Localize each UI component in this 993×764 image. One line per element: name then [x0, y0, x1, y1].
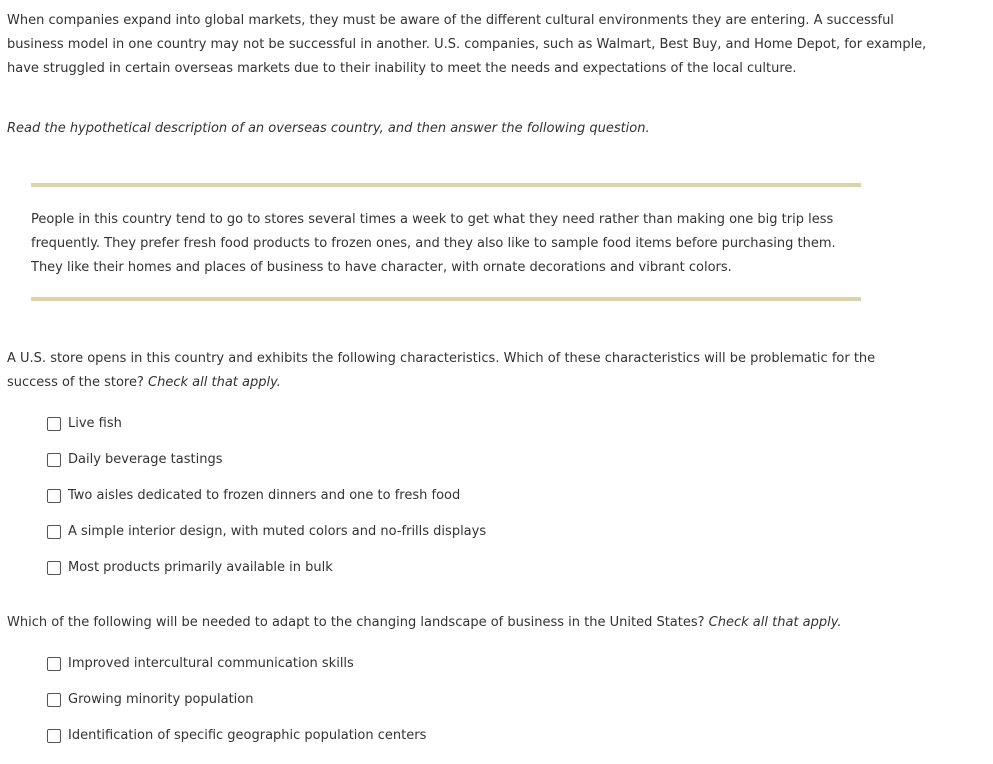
question-2-prompt — [7, 611, 917, 635]
checkbox[interactable] — [47, 489, 61, 503]
q2-option-minority-population[interactable] — [47, 689, 426, 725]
checkbox[interactable] — [47, 453, 61, 467]
option-label: Live fish — [68, 416, 122, 431]
scenario-box — [31, 183, 861, 301]
checkbox[interactable] — [47, 729, 61, 743]
q1-option-frozen-aisles[interactable] — [47, 485, 486, 521]
q1-option-simple-interior[interactable] — [47, 521, 486, 557]
scenario-text: People in this country tend to go to stores several times a week to get what they need rather than making one big trip less frequently. They prefer fresh food products to frozen ones, and they also like to sample food items before purchasing them. They like their homes and places of business to have character, with ornate decorations and vibrant colors. — [31, 212, 836, 275]
q2-option-geographic-centers[interactable] — [47, 725, 426, 761]
checkbox[interactable] — [47, 525, 61, 539]
checkbox[interactable] — [47, 693, 61, 707]
option-label: Daily beverage tastings — [68, 452, 223, 467]
checkbox[interactable] — [47, 561, 61, 575]
q1-option-bulk-products[interactable] — [47, 557, 486, 593]
question-1-hint: Check all that apply. — [148, 375, 281, 390]
question-1-prompt — [7, 347, 917, 395]
checkbox[interactable] — [47, 657, 61, 671]
q2-option-intercultural-skills[interactable] — [47, 653, 426, 689]
question-2-hint: Check all that apply. — [708, 615, 842, 630]
option-label: A simple interior design, with muted colors and no-frills displays — [68, 524, 487, 539]
option-label: Most products primarily available in bulk — [68, 560, 333, 575]
q1-option-daily-beverage-tastings[interactable] — [47, 449, 486, 485]
checkbox[interactable] — [47, 417, 61, 431]
option-label: Identification of specific geographic population centers — [68, 728, 427, 743]
intro-paragraph: When companies expand into global markets, they must be aware of the different cultural environments they are entering. A successful business model in one country may not be successful in another. U.S. companies, such as Walmart, Best Buy, and Home Depot, for example, have struggled in certain overseas markets due to their inability to meet the needs and expectations of the local culture. — [7, 13, 927, 76]
question-1-options — [47, 413, 486, 593]
question-2-options — [47, 653, 426, 761]
option-label: Two aisles dedicated to frozen dinners and one to fresh food — [68, 488, 461, 503]
option-label: Growing minority population — [68, 692, 254, 707]
question-1-text: A U.S. store opens in this country and exhibits the following characteristics. Which of these characteristics will be problematic for the success of the store? — [7, 351, 876, 390]
question-2-text: Which of the following will be needed to adapt to the changing landscape of business in the United States? — [7, 615, 709, 630]
option-label: Improved intercultural communication skills — [68, 656, 354, 671]
q1-option-live-fish[interactable] — [47, 413, 486, 449]
instruction-text: Read the hypothetical description of an overseas country, and then answer the following question. — [7, 121, 650, 136]
